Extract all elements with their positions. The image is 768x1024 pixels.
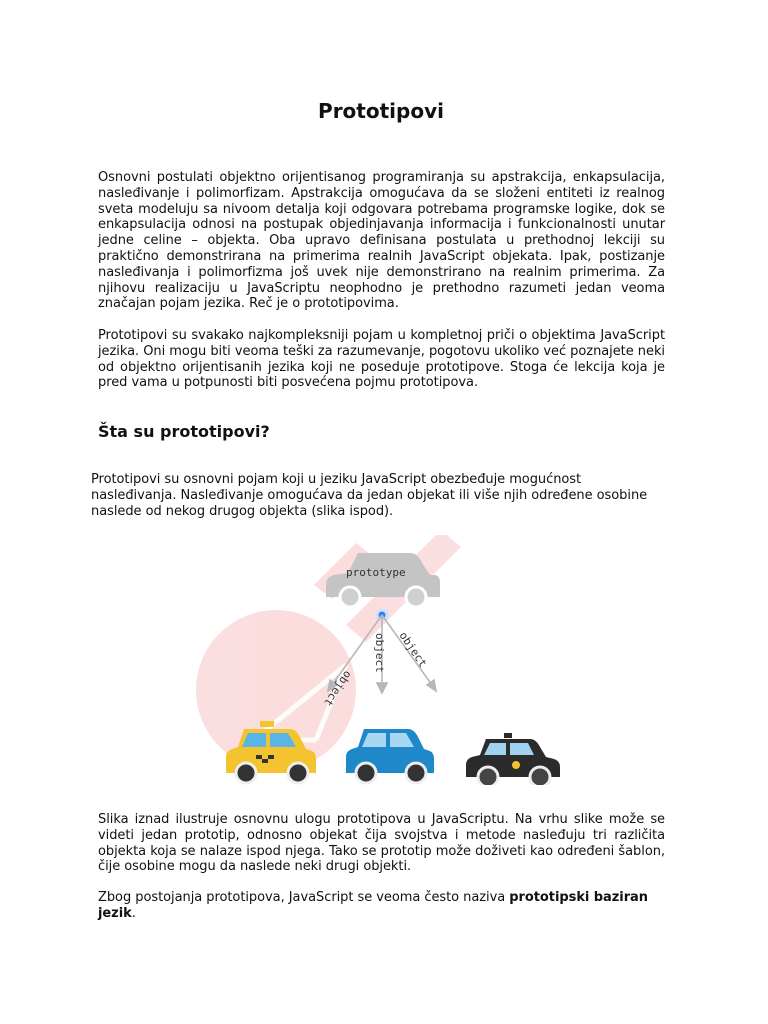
second-paragraph: Prototipovi su svakako najkompleksniji pojam u kompletnoj priči o objektima JavaScript jezika. Oni mogu biti veoma teški za razumevanje, pogotovu ukoliko već poznajete neki od objektno orijentisanih jezika koji ne poseduje prototipove. Stoga će lekcija koja je pred vama u potpunosti biti posvećena pojmu prototipova. [98,328,665,391]
prototype-label: prototype [346,566,406,579]
closing-paragraph [98,890,665,922]
police-car-icon [466,733,560,785]
figure-svg [196,535,570,785]
page-title: Prototipovi [318,99,444,123]
arrow-label-middle: object [373,633,386,673]
section-paragraph: Prototipovi su osnovni pojam koji u jeziku JavaScript obezbeđuje mogućnost nasleđivanja. Nasleđivanje omogućava da jedan objekat ili više njih određene osobine naslede od nekog drugog objekta (slika ispod). [91,472,648,519]
arrow-label-right: object [396,629,430,670]
blue-car-icon [346,729,434,783]
figure-caption-paragraph: Slika iznad ilustruje osnovnu ulogu prototipova u JavaScriptu. Na vrhu slike može se videti jedan prototip, odnosno objekat čija svojstva i metode nasleđuju tri različita objekta koja se nalaze ispod njega. Tako se prototip može doživeti kao određeni šablon, čije osobine mogu da naslede neki drugi objekti. [98,812,665,875]
closing-bold-term: prototipski baziran jezik [98,890,648,921]
prototype-inheritance-figure [196,535,570,785]
section-heading: Šta su prototipovi? [98,422,270,441]
intro-paragraph: Osnovni postulati objektno orijentisanog programiranja su apstrakcija, enkapsulacija, nasleđivanje i polimorfizam. Apstrakcija omogućava da se složeni entiteti iz realnog sveta modeluju sa nivoom detalja koji odgovara potrebama programske logike, dok se enkapsulacija odnosi na postupak objedinjavanja informacija i funkcionalnosti unutar jedne celine – objekta. Oba upravo definisana postulata u prethodnoj lekciji su praktično demonstrirana na primerima realnih JavaScript objekata. Ipak, postizanje nasleđivanja i polimorfizma još uvek nije demonstrirano na realnim primerima. Za njihovu realizaciju u JavaScriptu neophodno je prethodno razumeti jedan veoma značajan pojam jezika. Reč je o prototipovima. [98,170,665,312]
arrow-label-left: object [321,668,355,709]
closing-end: . [131,905,136,921]
closing-text: Zbog postojanja prototipova, JavaScript se veoma često naziva [98,890,510,905]
